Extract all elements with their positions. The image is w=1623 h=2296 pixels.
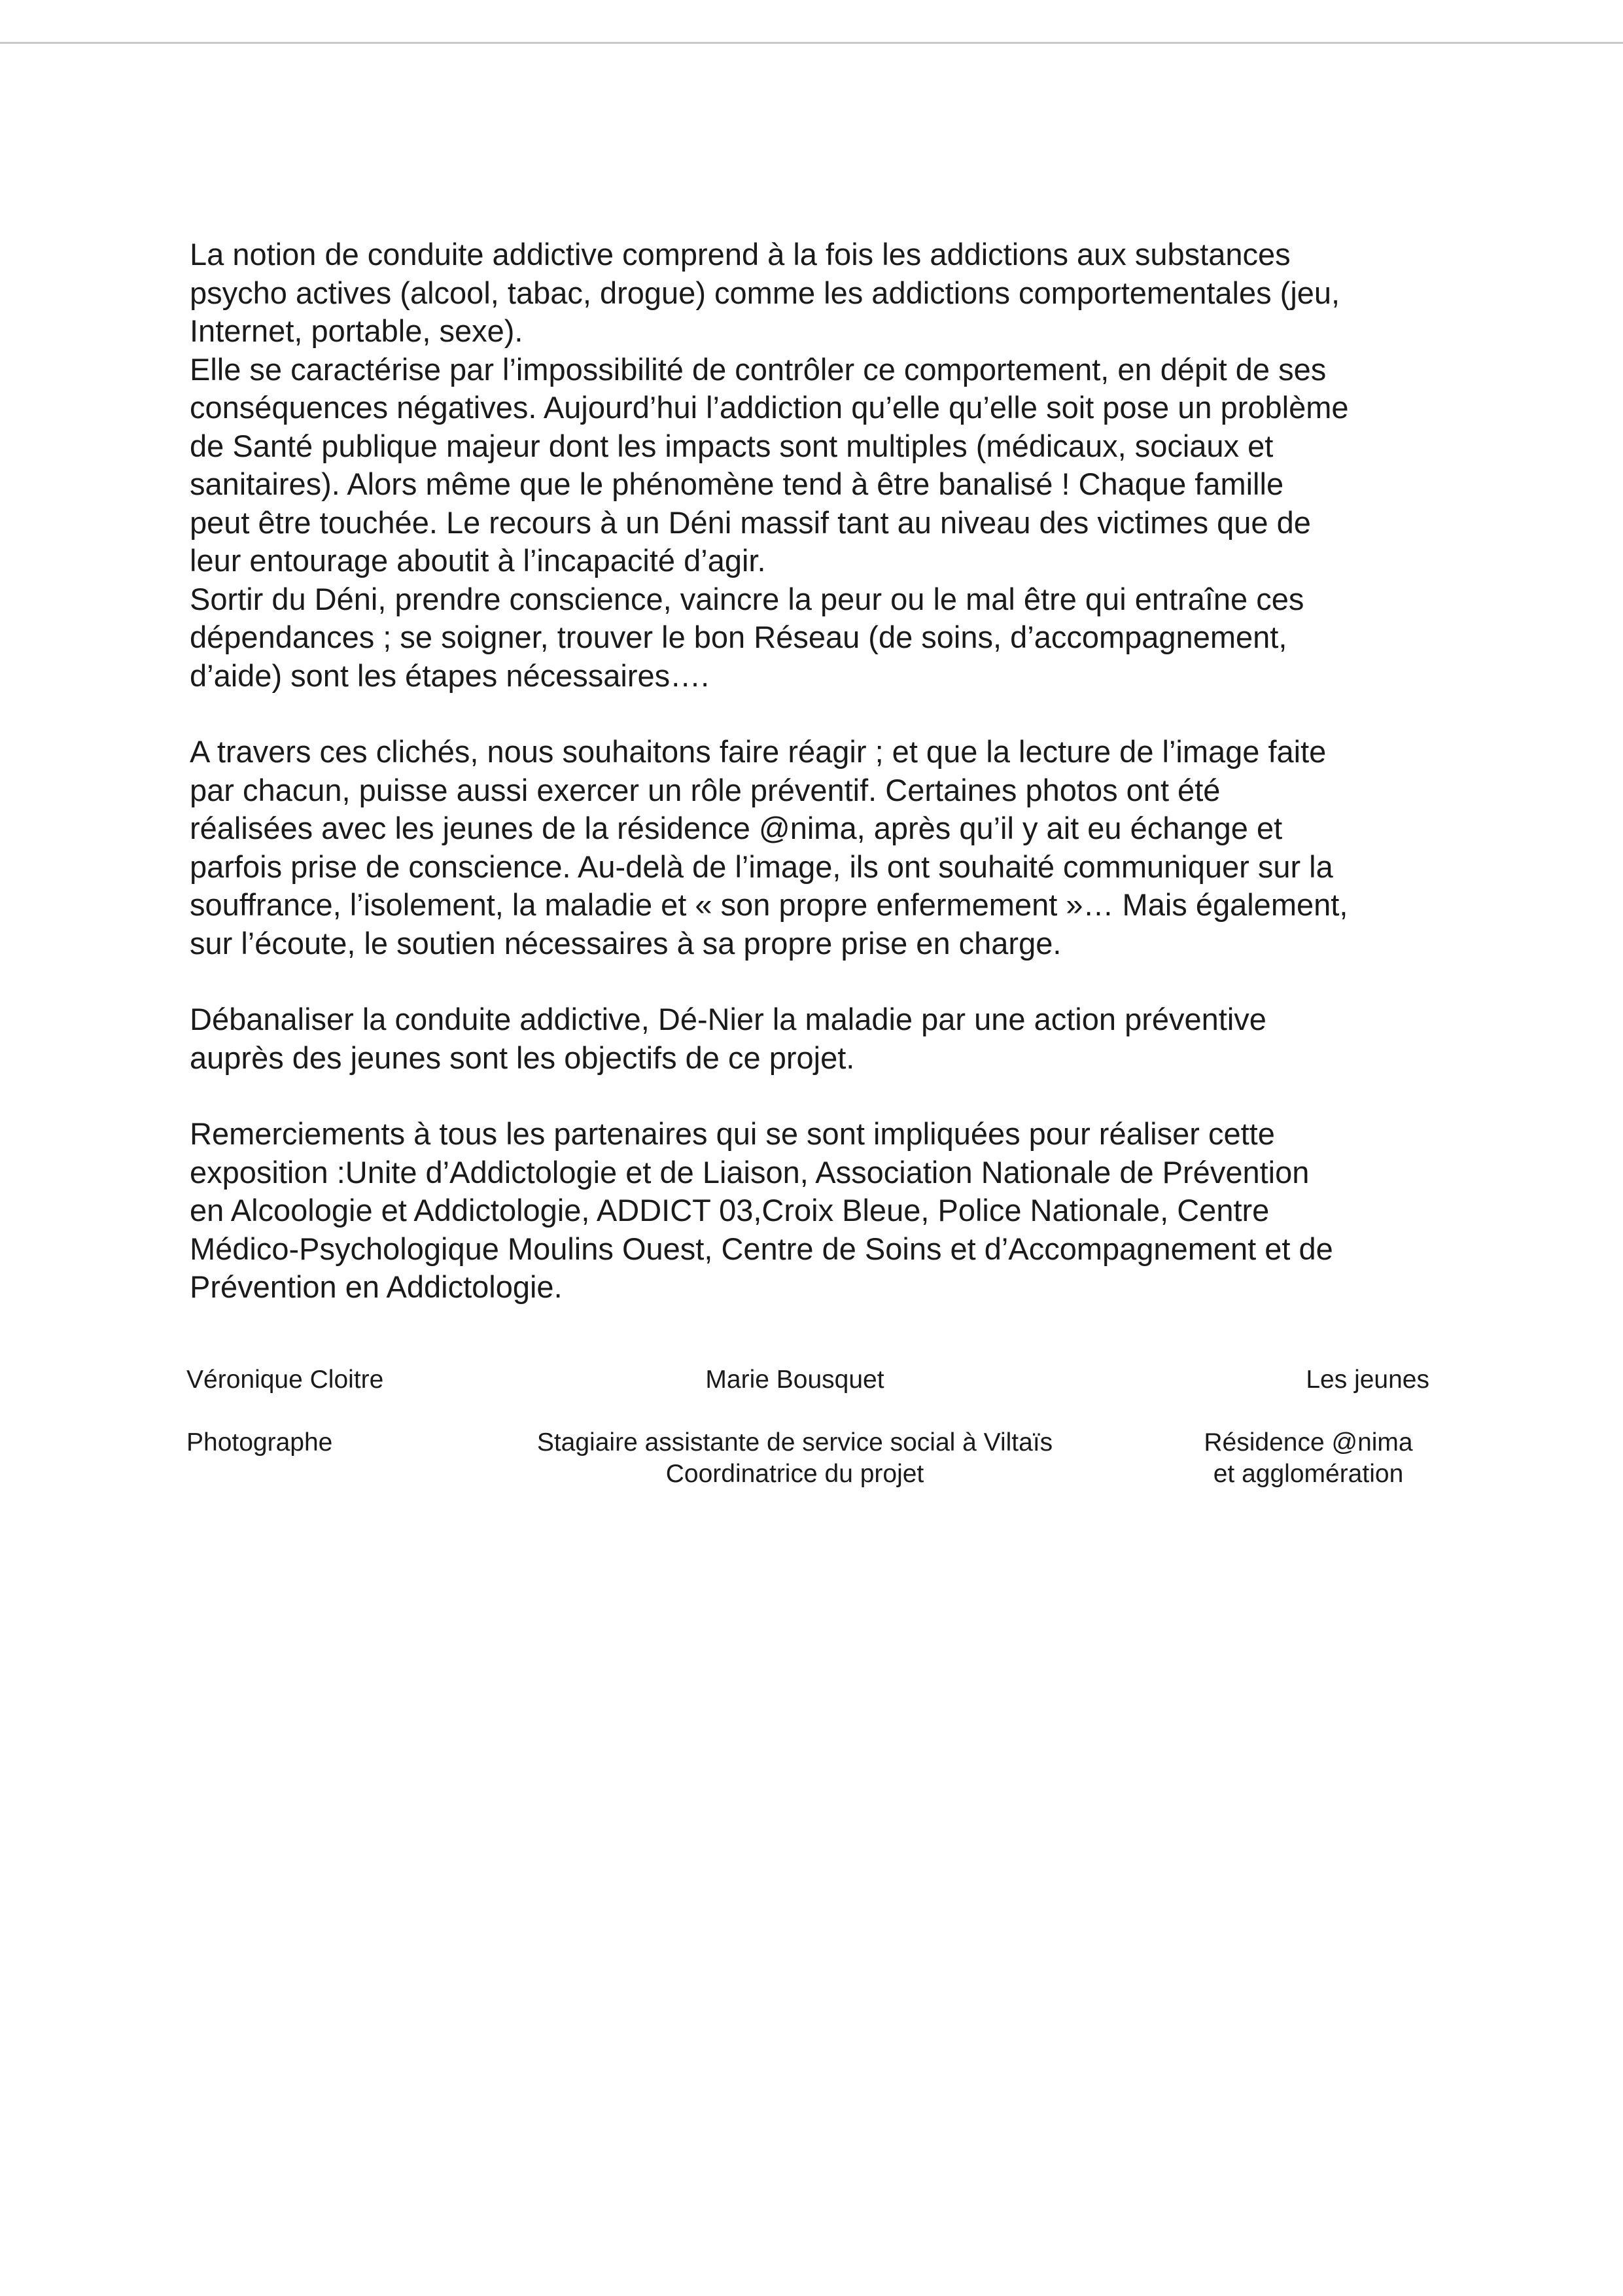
signature-name: Marie Bousquet xyxy=(705,1366,884,1394)
text-line: d’aide) sont les étapes nécessaires…. xyxy=(190,658,710,693)
signature-coordinator xyxy=(468,1364,1122,1490)
signature-role xyxy=(1187,1427,1429,1490)
signature-photographer xyxy=(186,1364,383,1458)
signature-block xyxy=(186,1364,1429,1521)
text-line: auprès des jeunes sont les objectifs de ce projet. xyxy=(190,1040,855,1075)
signature-name: Véronique Cloitre xyxy=(186,1366,384,1394)
scan-edge-line xyxy=(0,42,1623,44)
text-line: peut être touchée. Le recours à un Déni massif tant au niveau des victimes que de xyxy=(190,504,1311,540)
text-line: par chacun, puisse aussi exercer un rôle préventif. Certaines photos ont été xyxy=(190,772,1221,807)
text-line: leur entourage aboutit à l’incapacité d’agir. xyxy=(190,543,766,578)
text-line: Médico-Psychologique Moulins Ouest, Centre de Soins et d’Accompagnement et de xyxy=(190,1231,1333,1266)
paragraph-thanks xyxy=(190,1115,1472,1307)
text-line: sur l’écoute, le soutien nécessaires à sa propre prise en charge. xyxy=(190,925,1062,961)
text-line: A travers ces clichés, nous souhaitons faire réagir ; et que la lecture de l’image faite xyxy=(190,734,1327,769)
text-line: réalisées avec les jeunes de la résidence @nima, après qu’il y ait eu échange et xyxy=(190,811,1283,845)
signature-role-line: Photographe xyxy=(186,1428,333,1457)
signature-role-line: et agglomération xyxy=(1213,1460,1404,1488)
text-line: souffrance, l’isolement, la maladie et « son propre enfermement »… Mais également, xyxy=(190,887,1348,922)
text-line: La notion de conduite addictive comprend à la fois les addictions aux substances xyxy=(190,237,1291,272)
text-line: en Alcoologie et Addictologie, ADDICT 03,Croix Bleue, Police Nationale, Centre xyxy=(190,1193,1270,1227)
text-line: de Santé publique majeur dont les impacts sont multiples (médicaux, sociaux et xyxy=(190,428,1274,463)
document-body xyxy=(190,236,1472,1307)
text-line: Elle se caractérise par l’impossibilité de contrôler ce comportement, en dépit de ses xyxy=(190,351,1327,387)
text-line: Internet, portable, sexe). xyxy=(190,313,523,348)
signature-youth xyxy=(1187,1364,1429,1490)
text-line: parfois prise de conscience. Au-delà de l’image, ils ont souhaité communiquer sur la xyxy=(190,849,1333,884)
text-line: Remerciements à tous les partenaires qui se sont impliquées pour réaliser cette xyxy=(190,1116,1275,1151)
text-line: conséquences négatives. Aujourd’hui l’addiction qu’elle qu’elle soit pose un problème xyxy=(190,390,1349,425)
signature-role-line: Résidence @nima xyxy=(1204,1428,1413,1457)
signature-role-line: Coordinatrice du projet xyxy=(665,1460,924,1488)
text-line: sanitaires). Alors même que le phénomène tend à être banalisé ! Chaque famille xyxy=(190,467,1284,501)
text-line: Sortir du Déni, prendre conscience, vaincre la peur ou le mal être qui entraîne ces xyxy=(190,581,1304,616)
text-line: Prévention en Addictologie. xyxy=(190,1269,563,1304)
text-line: exposition :Unite d’Addictologie et de Liaison, Association Nationale de Prévention xyxy=(190,1154,1310,1190)
text-line: psycho actives (alcool, tabac, drogue) comme les addictions comportementales (jeu, xyxy=(190,275,1340,310)
signature-role xyxy=(186,1427,383,1458)
paragraph-photos xyxy=(190,733,1472,963)
paragraph-objectives xyxy=(190,1000,1472,1077)
text-line: Débanaliser la conduite addictive, Dé-Nier la maladie par une action préventive xyxy=(190,1002,1266,1036)
text-line: dépendances ; se soigner, trouver le bon Réseau (de soins, d’accompagnement, xyxy=(190,620,1287,654)
paragraph-intro xyxy=(190,236,1472,695)
signature-name: Les jeunes xyxy=(1306,1366,1429,1394)
signature-role-line: Stagiaire assistante de service social à Viltaïs xyxy=(536,1428,1053,1457)
signature-role xyxy=(468,1427,1122,1490)
